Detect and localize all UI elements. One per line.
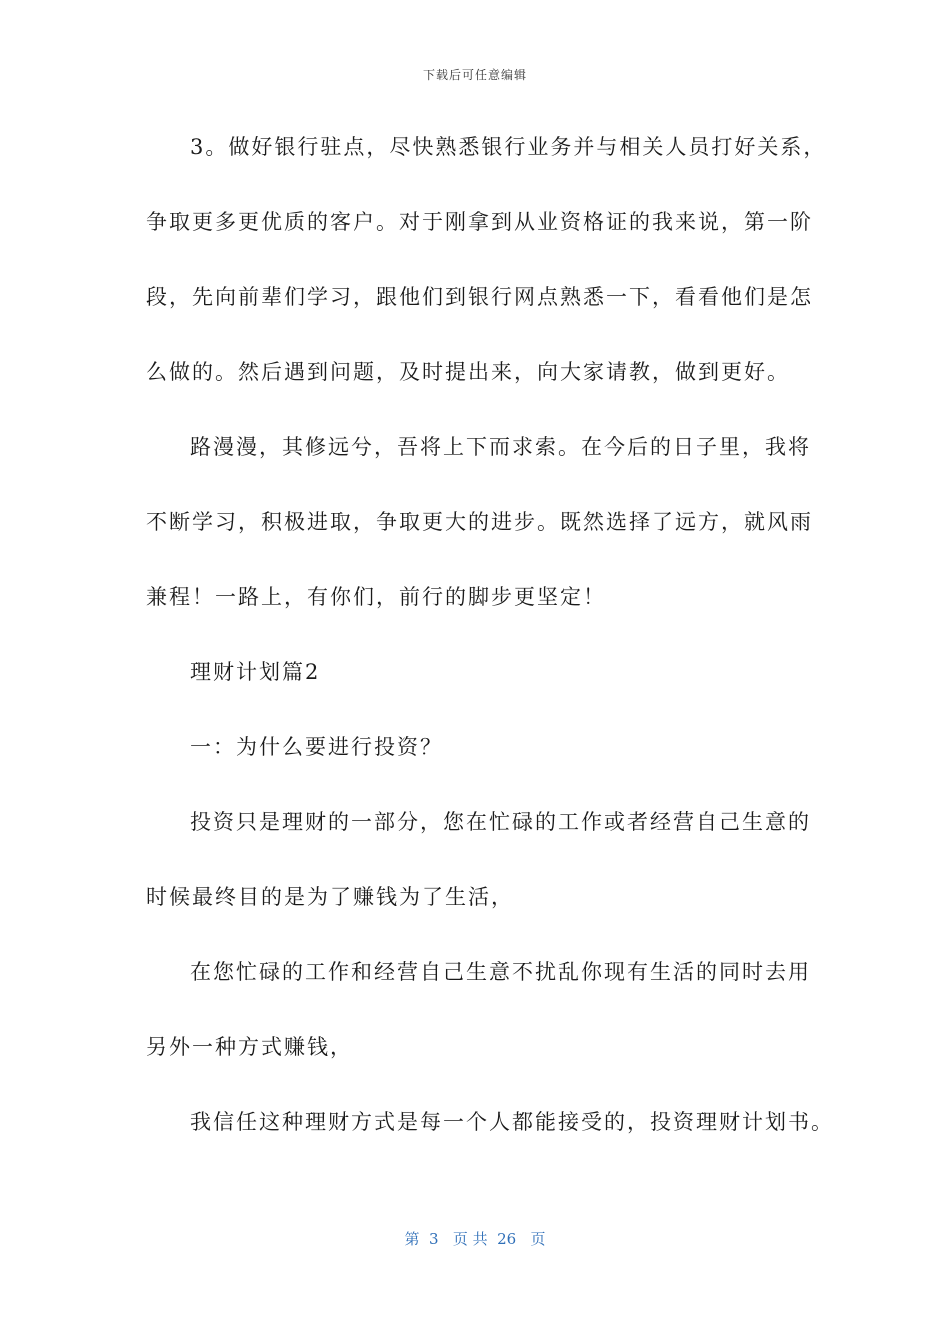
paragraph-line: 段，先向前辈们学习，跟他们到银行网点熟悉一下，看看他们是怎	[146, 285, 813, 309]
paragraph-line: 我信任这种理财方式是每一个人都能接受的，投资理财计划书。	[190, 1110, 834, 1134]
paragraph-line: 争取更多更优质的客户。对于刚拿到从业资格证的我来说，第一阶	[146, 210, 813, 234]
page-header: 下载后可任意编辑	[422, 68, 527, 82]
paragraph-line: 时候最终目的是为了赚钱为了生活，	[146, 885, 514, 909]
paragraph-line: 么做的。然后遇到问题，及时提出来，向大家请教，做到更好。	[146, 360, 790, 384]
paragraph-line: 路漫漫，其修远兮，吾将上下而求索。在今后的日子里，我将	[190, 435, 811, 459]
paragraph-line: 3。做好银行驻点，尽快熟悉银行业务并与相关人员打好关系，	[190, 135, 827, 159]
paragraph-line: 在您忙碌的工作和经营自己生意不扰乱你现有生活的同时去用	[190, 960, 811, 984]
document-body	[146, 124, 834, 1174]
page-footer: 第 3 页 共 26 页	[404, 1230, 546, 1248]
section-heading: 理财计划篇2	[190, 660, 321, 684]
subsection-heading: 一：为什么要进行投资？	[190, 735, 443, 759]
paragraph-line: 投资只是理财的一部分，您在忙碌的工作或者经营自己生意的	[190, 810, 811, 834]
paragraph-line: 另外一种方式赚钱，	[146, 1035, 353, 1059]
paragraph-line: 兼程！一路上，有你们，前行的脚步更坚定！	[146, 585, 606, 609]
paragraph-line: 不断学习，积极进取，争取更大的进步。既然选择了远方，就风雨	[146, 510, 813, 534]
